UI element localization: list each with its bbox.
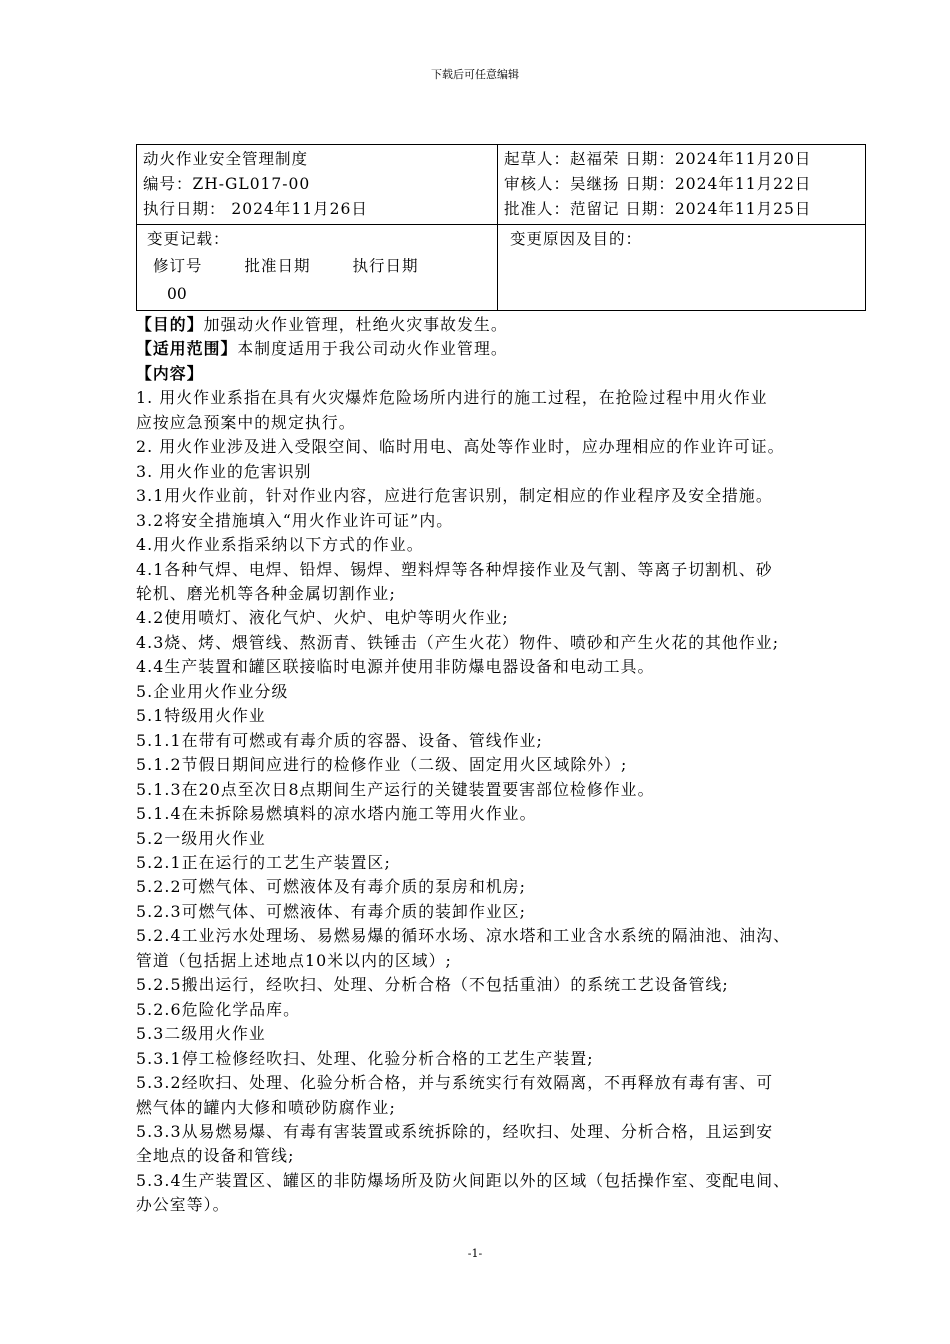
change-reason-cell [498, 225, 866, 311]
content-line: 5.3.2经吹扫、处理、化验分析合格，并与系统实行有效隔离，不再释放有毒有害、可 [136, 1073, 774, 1093]
change-record-cell [137, 225, 498, 311]
exec-date: 执行日期： 2024年11月26日 [143, 200, 368, 218]
header-note: 下载后可任意编辑 [431, 68, 519, 81]
content-line: 管道（包括据上述地点10米以内的区域）; [136, 950, 452, 970]
content-line: 5.3.1停工检修经吹扫、处理、化验分析合格的工艺生产装置; [136, 1048, 594, 1068]
content-line: 4.1各种气焊、电焊、铅焊、锡焊、塑料焊等各种焊接作业及气割、等离子切割机、砂 [136, 559, 773, 579]
content-line: 5.2.5搬出运行，经吹扫、处理、分析合格（不包括重油）的系统工艺设备管线; [136, 975, 729, 995]
revision-headers [143, 252, 491, 280]
content-paragraphs [136, 386, 866, 1217]
scope-text: 本制度适用于我公司动火作业管理。 [237, 339, 508, 359]
change-reason-label: 变更原因及目的： [510, 230, 643, 248]
rev-header-exec-date: 执行日期 [352, 257, 419, 275]
revision-value: 00 [167, 285, 187, 303]
rev-header-approve-date: 批准日期 [244, 257, 311, 275]
content-line: 燃气体的罐内大修和喷砂防腐作业; [136, 1097, 396, 1117]
content-line: 5.1.2节假日期间应进行的检修作业（二级、固定用火区域除外）; [136, 755, 628, 775]
scope-paragraph [136, 337, 866, 361]
content-line: 3. 用火作业的危害识别 [136, 461, 312, 481]
content-line: 4.用火作业系指采纳以下方式的作业。 [136, 535, 424, 555]
content-line: 4.3烧、烤、煨管线、熬沥青、铁锤击（产生火花）物件、喷砂和产生火花的其他作业; [136, 632, 780, 652]
content-line: 3.1用火作业前，针对作业内容，应进行危害识别，制定相应的作业程序及安全措施。 [136, 486, 773, 506]
content-line: 2. 用火作业涉及进入受限空间、临时用电、高处等作业时，应办理相应的作业许可证。 [136, 437, 785, 457]
content-line: 5.1.3在20点至次日8点期间生产运行的关键装置要害部位检修作业。 [136, 779, 655, 799]
content-line: 5.3.4生产装置区、罐区的非防爆场所及防火间距以外的区域（包括操作室、变配电间、 [136, 1170, 790, 1190]
document-body [136, 144, 866, 1218]
content-line: 5.1.1在带有可燃或有毒介质的容器、设备、管线作业; [136, 730, 543, 750]
rev-header-number: 修订号 [153, 257, 203, 275]
content-line: 5.2.6危险化学品库。 [136, 999, 300, 1019]
page-number: -1- [467, 1247, 483, 1260]
doc-title: 动火作业安全管理制度 [143, 150, 309, 168]
content-line: 5.2.4工业污水处理场、易燃易爆的循环水场、凉水塔和工业含水系统的隔油池、油沟、 [136, 926, 790, 946]
content-line: 5.2.1正在运行的工艺生产装置区; [136, 852, 391, 872]
content-line: 全地点的设备和管线; [136, 1146, 295, 1166]
content-line: 4.2使用喷灯、液化气炉、火炉、电炉等明火作业; [136, 608, 509, 628]
content-line: 5.3.3从易燃易爆、有毒有害装置或系统拆除的，经吹扫、处理、分析合格，且运到安 [136, 1121, 774, 1141]
change-record-label: 变更记载： [147, 230, 230, 248]
doc-number: 编号：ZH-GL017-00 [143, 175, 311, 193]
content-line: 5.企业用火作业分级 [136, 681, 289, 701]
reviewer-line: 审核人：吴继扬 日期：2024年11月22日 [504, 175, 812, 193]
drafter-line: 起草人：赵福荣 日期：2024年11月20日 [504, 150, 812, 168]
content-line: 应按应急预案中的规定执行。 [136, 412, 356, 432]
content-line: 5.2.3可燃气体、可燃液体、有毒介质的装卸作业区; [136, 901, 527, 921]
approver-line: 批准人：范留记 日期：2024年11月25日 [504, 200, 812, 218]
content-line: 轮机、磨光机等各种金属切割作业; [136, 583, 396, 603]
content-line: 办公室等）。 [136, 1195, 230, 1215]
content-label: 【内容】 [136, 363, 204, 383]
body-text [136, 313, 866, 1218]
meta-right-cell [498, 145, 866, 225]
scope-label: 【适用范围】 [136, 339, 238, 359]
content-line: 4.4生产装置和罐区联接临时电源并使用非防爆电器设备和电动工具。 [136, 657, 655, 677]
content-line: 5.1特级用火作业 [136, 706, 266, 726]
content-line: 5.2.2可燃气体、可燃液体及有毒介质的泵房和机房; [136, 877, 527, 897]
content-line: 5.1.4在未拆除易燃填料的凉水塔内施工等用火作业。 [136, 804, 537, 824]
purpose-label: 【目的】 [136, 315, 204, 334]
content-line: 5.2一级用火作业 [136, 828, 266, 848]
purpose-text: 加强动火作业管理，杜绝火灾事故发生。 [203, 315, 508, 334]
content-line: 5.3二级用火作业 [136, 1024, 266, 1044]
content-line: 3.2将安全措施填入“用火作业许可证”内。 [136, 510, 454, 530]
purpose-paragraph [136, 313, 866, 337]
meta-left-cell [137, 145, 498, 225]
content-line: 1. 用火作业系指在具有火灾爆炸危险场所内进行的施工过程，在抢险过程中用火作业 [136, 388, 768, 408]
meta-table [136, 144, 866, 311]
